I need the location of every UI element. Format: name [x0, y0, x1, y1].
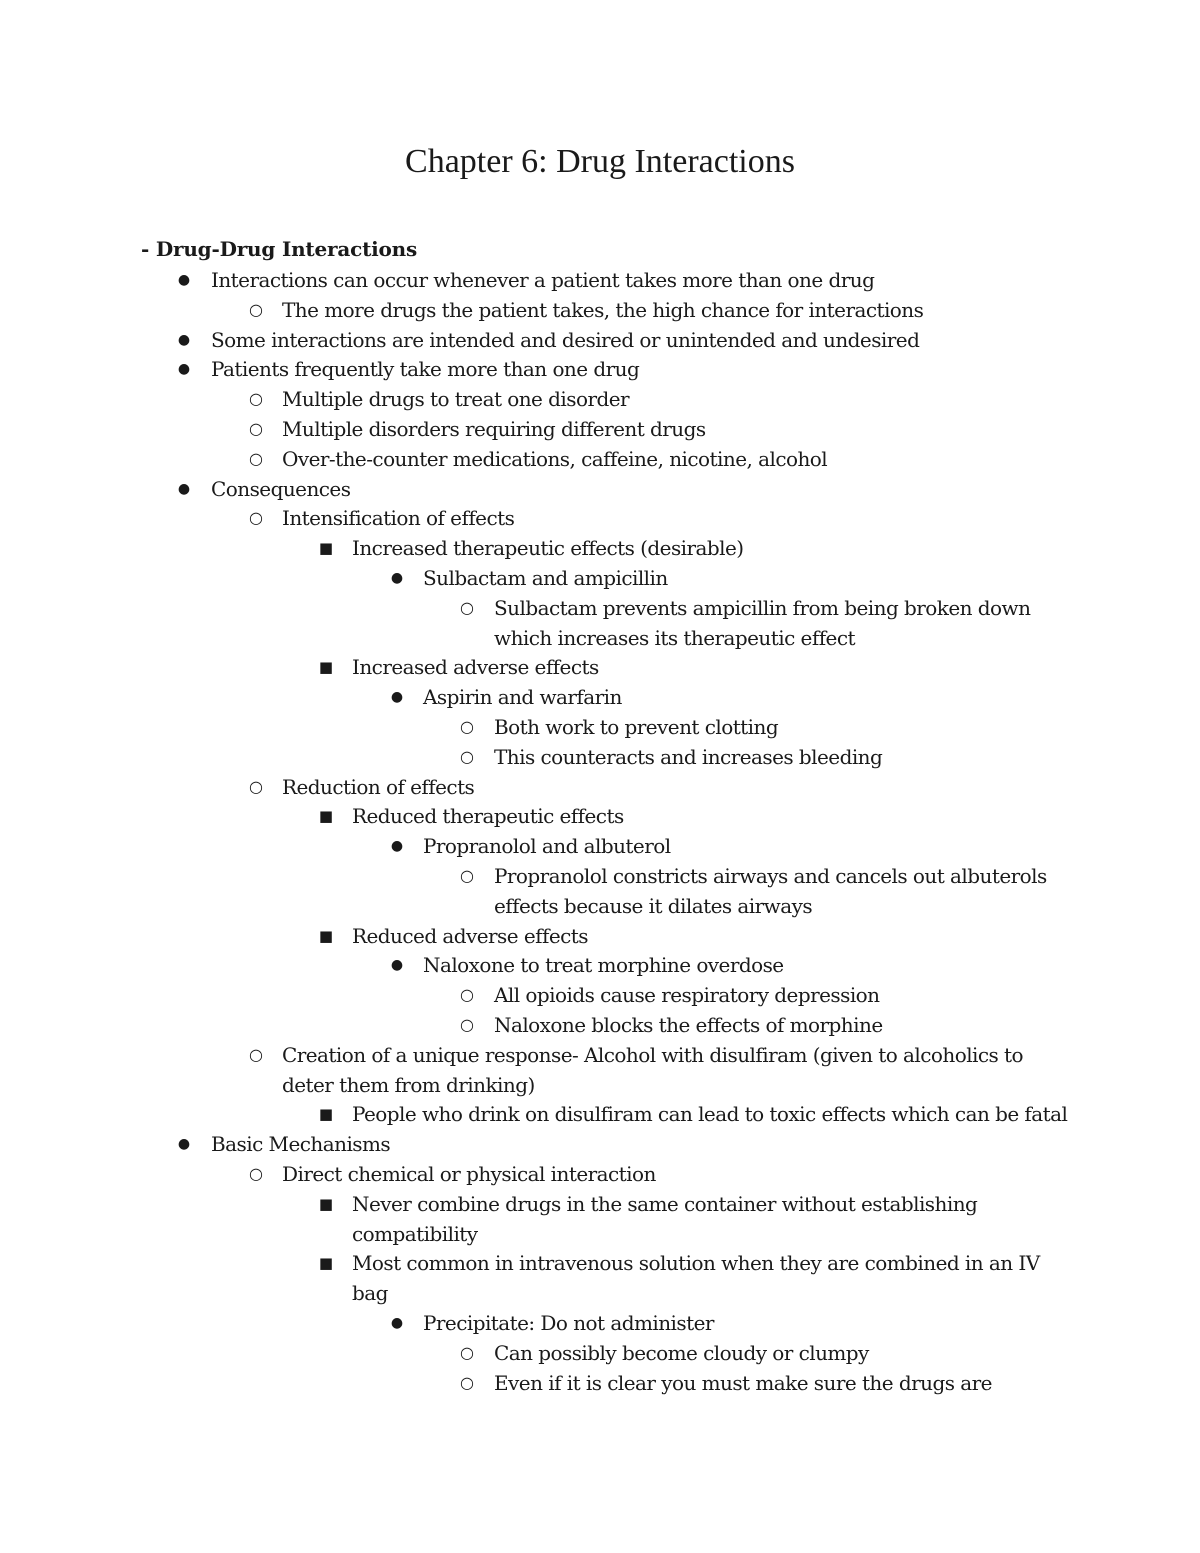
circle-bullet-icon: ○: [249, 508, 263, 528]
list-item: Patients frequently take more than one drug: [211, 357, 640, 382]
list-item-continuation: deter them from drinking): [282, 1072, 535, 1097]
list-item: Increased adverse effects: [352, 655, 599, 680]
list-item: Most common in intravenous solution when they are combined in an IV: [352, 1251, 1040, 1276]
list-item: Precipitate: Do not administer: [423, 1311, 714, 1335]
list-item: Reduced adverse effects: [352, 923, 588, 948]
circle-bullet-icon: ○: [249, 1164, 263, 1183]
list-item: Reduced therapeutic effects: [352, 804, 624, 829]
section-heading: - Drug-Drug Interactions: [141, 237, 418, 261]
square-bullet-icon: ■: [318, 658, 334, 677]
list-item: Multiple disorders requiring different drugs: [282, 417, 706, 441]
disc-bullet-icon: ●: [390, 570, 404, 586]
list-item: Basic Mechanisms: [211, 1132, 391, 1157]
square-bullet-icon: ■: [318, 1254, 334, 1273]
circle-bullet-icon: ○: [249, 448, 263, 468]
list-item: Reduction of effects: [282, 774, 475, 799]
circle-bullet-icon: ○: [460, 746, 474, 766]
disc-bullet-icon: ●: [390, 689, 404, 706]
circle-bullet-icon: ○: [460, 1015, 474, 1034]
list-item: Sulbactam and ampicillin: [423, 566, 668, 590]
circle-bullet-icon: ○: [460, 1372, 474, 1392]
list-item: The more drugs the patient takes, the high chance for interactions: [282, 297, 924, 322]
list-item: Propranolol constricts airways and cancels out albuterols: [494, 864, 1047, 888]
square-bullet-icon: ■: [318, 1194, 334, 1213]
disc-bullet-icon: ●: [177, 331, 191, 348]
list-item-continuation: effects because it dilates airways: [494, 893, 813, 918]
disc-bullet-icon: ●: [177, 272, 191, 288]
list-item: Over-the-counter medications, caffeine, nicotine, alcohol: [282, 446, 828, 471]
list-item: Multiple drugs to treat one disorder: [282, 387, 630, 412]
list-item: All opioids cause respiratory depression: [494, 983, 880, 1008]
circle-bullet-icon: ○: [249, 776, 263, 796]
circle-bullet-icon: ○: [249, 389, 263, 409]
list-item: Propranolol and albuterol: [423, 834, 671, 859]
list-item: Interactions can occur whenever a patient takes more than one drug: [211, 268, 875, 292]
list-item: This counteracts and increases bleeding: [494, 744, 883, 769]
list-item: Intensification of effects: [282, 506, 515, 531]
list-item-continuation: which increases its therapeutic effect: [494, 625, 855, 650]
circle-bullet-icon: ○: [249, 1044, 263, 1064]
list-item-continuation: compatibility: [352, 1221, 478, 1246]
circle-bullet-icon: ○: [460, 1342, 474, 1362]
list-item: Increased therapeutic effects (desirable): [352, 536, 744, 561]
list-item-continuation: bag: [352, 1281, 388, 1306]
circle-bullet-icon: ○: [249, 299, 263, 319]
circle-bullet-icon: ○: [460, 717, 474, 736]
list-item: Naloxone blocks the effects of morphine: [494, 1013, 883, 1037]
list-item: Direct chemical or physical interaction: [282, 1162, 656, 1186]
circle-bullet-icon: ○: [460, 597, 474, 617]
list-item: Even if it is clear you must make sure the drugs are: [494, 1370, 992, 1395]
circle-bullet-icon: ○: [249, 419, 263, 438]
list-item: Both work to prevent clotting: [494, 715, 779, 739]
list-item: People who drink on disulfiram can lead to toxic effects which can be fatal: [352, 1102, 1068, 1127]
list-item: Never combine drugs in the same container without establishing: [352, 1191, 978, 1216]
list-item: Creation of a unique response- Alcohol with disulfiram (given to alcoholics to: [282, 1042, 1024, 1067]
square-bullet-icon: ■: [318, 807, 334, 826]
square-bullet-icon: ■: [318, 539, 334, 558]
list-item: Sulbactam prevents ampicillin from being broken down: [494, 595, 1031, 620]
list-item: Consequences: [211, 476, 351, 501]
list-item: Naloxone to treat morphine overdose: [423, 953, 784, 978]
list-item: Aspirin and warfarin: [423, 685, 622, 710]
disc-bullet-icon: ●: [390, 1315, 404, 1331]
disc-bullet-icon: ●: [390, 838, 404, 855]
list-item: Can possibly become cloudy or clumpy: [494, 1340, 869, 1365]
disc-bullet-icon: ●: [177, 480, 191, 497]
disc-bullet-icon: ●: [177, 1136, 191, 1153]
disc-bullet-icon: ●: [177, 361, 191, 378]
list-item: Some interactions are intended and desired or unintended and undesired: [211, 327, 920, 352]
square-bullet-icon: ■: [318, 926, 334, 945]
circle-bullet-icon: ○: [460, 866, 474, 885]
disc-bullet-icon: ●: [390, 957, 404, 974]
square-bullet-icon: ■: [318, 1105, 334, 1124]
circle-bullet-icon: ○: [460, 985, 474, 1005]
page-title: Chapter 6: Drug Interactions: [405, 143, 795, 180]
